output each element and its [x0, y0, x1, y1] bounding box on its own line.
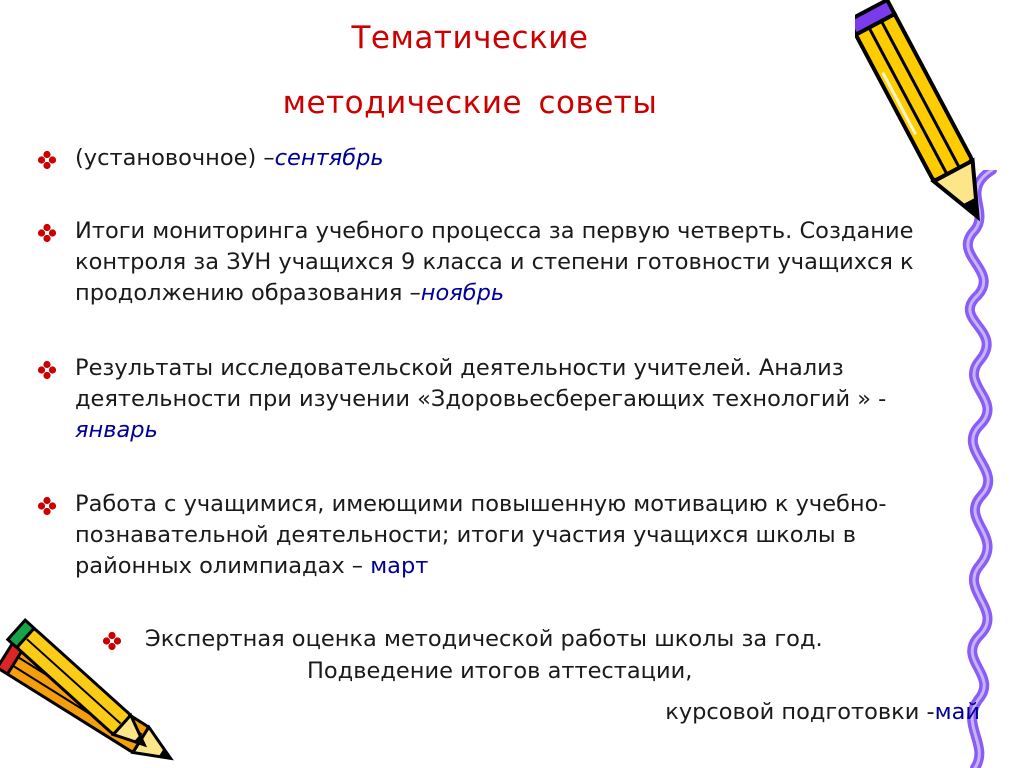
- slide-title-line-2: методические советы: [282, 85, 658, 121]
- item-text: Результаты исследовательской деятельности учителей. Анализ деятельности при изучении «Здоровьесберегающих технологий » -: [75, 355, 887, 412]
- diamond-bullet-icon: [102, 631, 122, 651]
- diamond-bullet-icon: [37, 150, 57, 170]
- last-item-text: курсовой подготовки -: [665, 699, 935, 725]
- item-month: январь: [75, 417, 158, 443]
- item-text: (установочное) –: [75, 145, 275, 171]
- last-item-line-3: [665, 696, 980, 728]
- item-month: май: [934, 699, 980, 725]
- list-item: [37, 216, 967, 309]
- item-text: Работа с учащимися, имеющими повышенную мотивацию к учебно-познавательной деятельности; итоги участия учащихся школы в районных олимпиадах –: [75, 491, 887, 579]
- list-item: [37, 489, 967, 582]
- item-month: март: [370, 553, 429, 579]
- last-item-line-1: Экспертная оценка методической работы школы за год.: [145, 626, 823, 652]
- item-text: Итоги мониторинга учебного процесса за первую четверть. Создание контроля за ЗУН учащихся 9 класса и степени готовности учащихся к продолжению образования –: [75, 218, 914, 306]
- diamond-bullet-icon: [37, 496, 57, 516]
- list-item: [37, 353, 967, 446]
- diamond-bullet-icon: [37, 223, 57, 243]
- slide-title-line-1: Тематические: [351, 20, 589, 56]
- pencil-icon: [855, 0, 1005, 245]
- diamond-bullet-icon: [37, 360, 57, 380]
- last-item-line-2: Подведение итогов аттестации,: [307, 658, 693, 684]
- list-item: [37, 143, 967, 174]
- item-month: сентябрь: [274, 145, 384, 171]
- item-month: ноябрь: [420, 280, 505, 306]
